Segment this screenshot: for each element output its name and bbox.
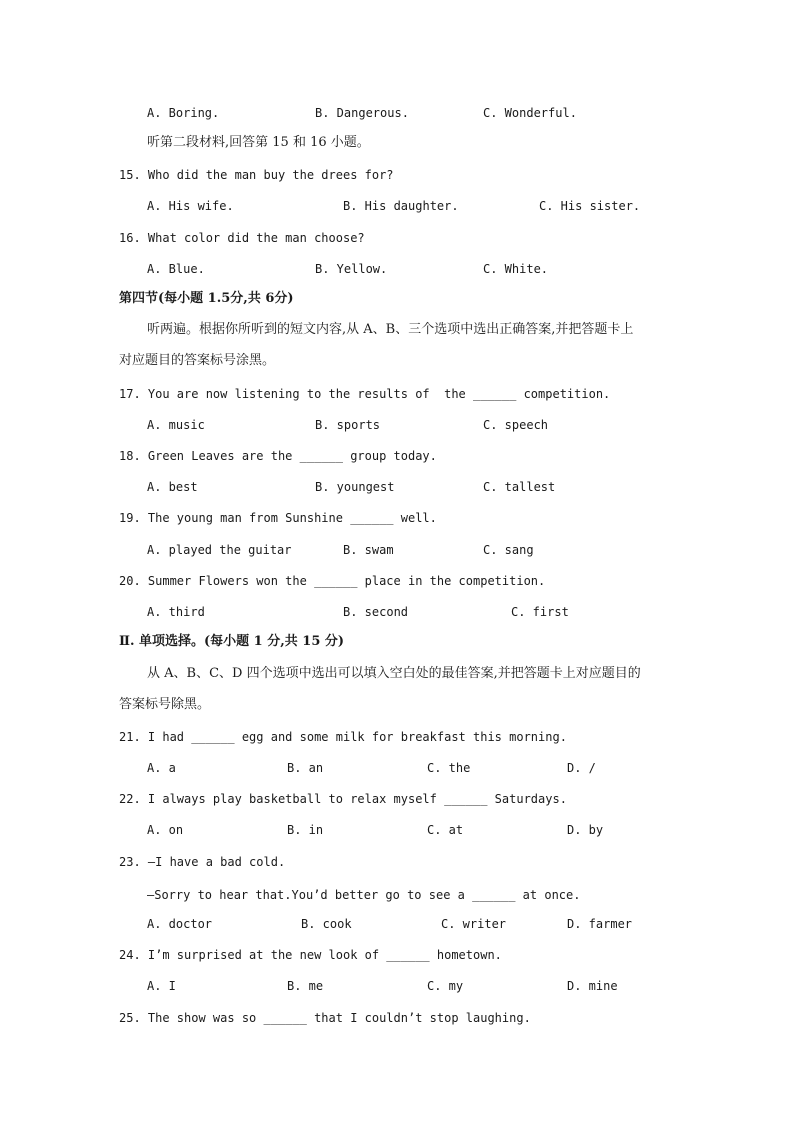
q23-option-c: C. writer <box>441 917 507 931</box>
q17-option-a: A. music <box>147 418 205 432</box>
q15-option-a: A. His wife. <box>147 199 234 213</box>
section4-instruction-2: 对应题目的答案标号涂黑。 <box>119 353 276 368</box>
q21-option-a: A. a <box>147 761 176 775</box>
q14-option-a: A. Boring. <box>147 106 220 120</box>
q25-stem: 25. The show was so ______ that I couldn’t stop laughing. <box>119 1011 531 1025</box>
q20-option-a: A. third <box>147 605 205 619</box>
q22-stem: 22. I always play basketball to relax myself ______ Saturdays. <box>119 792 567 806</box>
part2-instruction-1: 从 A、B、C、D 四个选项中选出可以填入空白处的最佳答案,并把答题卡上对应题目的 <box>147 666 641 681</box>
q15-option-b: B. His daughter. <box>343 199 459 213</box>
q22-option-a: A. on <box>147 823 184 837</box>
q21-option-c: C. the <box>427 761 471 775</box>
q23-option-d: D. farmer <box>567 917 633 931</box>
q24-option-a: A. I <box>147 979 176 993</box>
q24-option-b: B. me <box>287 979 324 993</box>
q16-option-c: C. White. <box>483 262 549 276</box>
q19-stem: 19. The young man from Sunshine ______ well. <box>119 511 437 525</box>
q15-stem: 15. Who did the man buy the drees for? <box>119 168 394 182</box>
q23-option-b: B. cook <box>301 917 352 931</box>
section4-heading: 第四节(每小题 1.5分,共 6分) <box>119 291 294 306</box>
section4-instruction-1: 听两遍。根据你所听到的短文内容,从 A、B、三个选项中选出正确答案,并把答题卡上 <box>147 322 634 337</box>
q20-option-b: B. second <box>343 605 409 619</box>
q17-option-b: B. sports <box>315 418 381 432</box>
q24-stem: 24. I’m surprised at the new look of ______ hometown. <box>119 948 502 962</box>
q18-option-c: C. tallest <box>483 480 556 494</box>
q23-stem: 23. —I have a bad cold. <box>119 855 286 869</box>
q24-option-d: D. mine <box>567 979 618 993</box>
q23-stem-reply: —Sorry to hear that.You’d better go to see a ______ at once. <box>147 888 581 902</box>
q19-option-a: A. played the guitar <box>147 543 292 557</box>
q24-option-c: C. my <box>427 979 464 993</box>
q16-option-a: A. Blue. <box>147 262 205 276</box>
part2-heading: Ⅱ. 单项选择。(每小题 1 分,共 15 分) <box>119 634 345 649</box>
q21-option-d: D. / <box>567 761 596 775</box>
q23-option-a: A. doctor <box>147 917 213 931</box>
q15-option-c: C. His sister. <box>539 199 641 213</box>
q18-option-a: A. best <box>147 480 198 494</box>
q20-stem: 20. Summer Flowers won the ______ place in the competition. <box>119 574 546 588</box>
q21-option-b: B. an <box>287 761 324 775</box>
q17-option-c: C. speech <box>483 418 549 432</box>
q19-option-b: B. swam <box>343 543 394 557</box>
q16-option-b: B. Yellow. <box>315 262 388 276</box>
q14-option-b: B. Dangerous. <box>315 106 409 120</box>
q16-stem: 16. What color did the man choose? <box>119 231 365 245</box>
part2-instruction-2: 答案标号除黑。 <box>119 697 211 712</box>
q22-option-c: C. at <box>427 823 464 837</box>
q18-option-b: B. youngest <box>315 480 395 494</box>
passage2-instruction: 听第二段材料,回答第 15 和 16 小题。 <box>147 135 370 150</box>
q22-option-b: B. in <box>287 823 324 837</box>
q18-stem: 18. Green Leaves are the ______ group today. <box>119 449 437 463</box>
q21-stem: 21. I had ______ egg and some milk for breakfast this morning. <box>119 730 567 744</box>
q19-option-c: C. sang <box>483 543 534 557</box>
q22-option-d: D. by <box>567 823 604 837</box>
q17-stem: 17. You are now listening to the results of the ______ competition. <box>119 387 611 401</box>
q20-option-c: C. first <box>511 605 569 619</box>
q14-option-c: C. Wonderful. <box>483 106 577 120</box>
